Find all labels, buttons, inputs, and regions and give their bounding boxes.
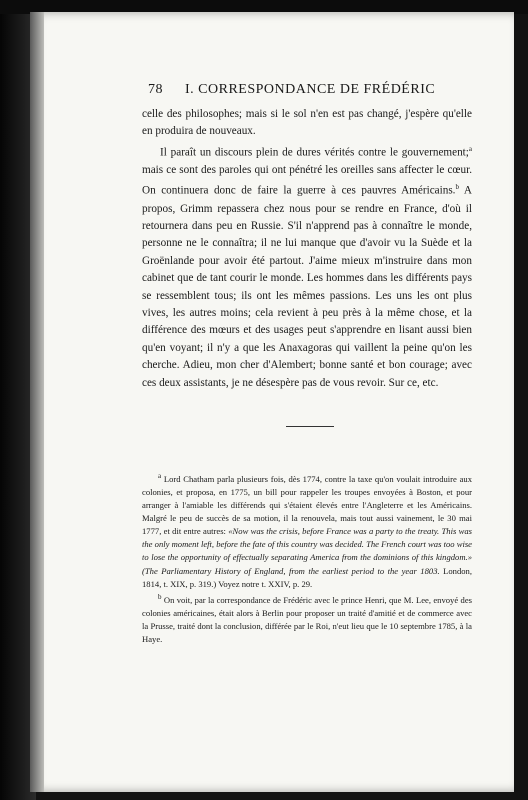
footnote-a-text: Lord Chatham parla plusieurs fois, dès 1774, contre la taxe qu'on voulait introduire aux colonies, et proposa, en 1775, un bill pour rappeler les troupes envoyées à Boston, et pour arranger à l'amiable les différends qui s'étaient élevés entre l'Angleterre et les Américains. Malgré le peu de succès de sa motion, il la renouvela, mais tout aussi vainement, le 30 mai 1777, et dit entre autres:	[142, 473, 472, 537]
footnote-b	[142, 591, 472, 646]
body-paragraph-2	[142, 141, 472, 392]
footnote-a-quote: «Now was the crisis, before France was a party to the treaty. This was the only moment left, before the fate of this country was decided. The French court was too wise to lose the opportunity of effectually separating America from the dominions of this kingdom.» (The Parliamentary History of England, from the earliest period to the year 1803.	[142, 526, 472, 576]
body-text-segment: Il paraît un discours plein de dures vérités contre le gouvernement;	[160, 146, 469, 159]
body-text-segment: mais ce sont des paroles qui ont pénétré les oreilles sans affecter le cœur. On continuera donc de faire la guerre à ces pauvres Américains.	[142, 163, 472, 198]
footnote-b-text: On voit, par la correspondance de Frédéric avec le prince Henri, que M. Lee, envoyé des colonies américaines, était alors à Berlin pour proposer un traité d'amitié et de commerce avec la Prusse, traité dont la conclusion, différée par le Roi, n'eut lieu que le 10 septembre 1785, à la Haye.	[142, 594, 472, 644]
footnote-a-citation: London, 1814, t. XIX, p. 319.) Voyez notre t. XXIV, p. 29.	[142, 565, 473, 589]
footnote-marker-b: b	[158, 592, 162, 601]
footnote-ref-b: b	[455, 183, 459, 192]
page-number: 78	[148, 82, 163, 97]
body-paragraph-1: celle des philosophes; mais si le sol n'en est pas changé, j'espère qu'elle en produira de nouveaux.	[142, 108, 472, 138]
footnote-ref-a: a	[468, 144, 472, 153]
body-text-segment: A propos, Grimm repassera chez nous pour se rendre en France, d'où il retournera dans peu en Russie. S'il n'apprend pas à connaître le monde, personne ne le connaîtra; il ne lui manque que d'avoir vu la Suède et la Groënlande pour avoir été partout. J'aime mieux m'instruire dans mon cabinet que de tant courir le monde. Les hommes dans les différents pays se ressemblent tous; ils ont les mêmes passions. Les uns les ont plus vives, les autres moins; cela revient à peu près à la même chose, et la différence des mœurs et des usages peut s'apprendre en lisant aussi bien qu'en voyant; il n'y a que les Anaxagoras qui vaillent la peine qu'on les cherche. Adieu, mon cher d'Alembert; bonne santé et bon courage; avec ces deux assistants, je ne désespère pas de vous revoir. Sur ce, etc.	[142, 185, 472, 389]
page-spine-shadow	[30, 12, 44, 792]
footnote-separator	[286, 426, 334, 427]
letter-body	[142, 106, 472, 392]
running-header	[148, 82, 468, 98]
footnote-marker-a: a	[158, 472, 162, 480]
running-title: I. CORRESPONDANCE DE FRÉDÉRIC	[185, 82, 436, 97]
footnotes	[142, 470, 472, 646]
footnote-a	[142, 470, 472, 591]
